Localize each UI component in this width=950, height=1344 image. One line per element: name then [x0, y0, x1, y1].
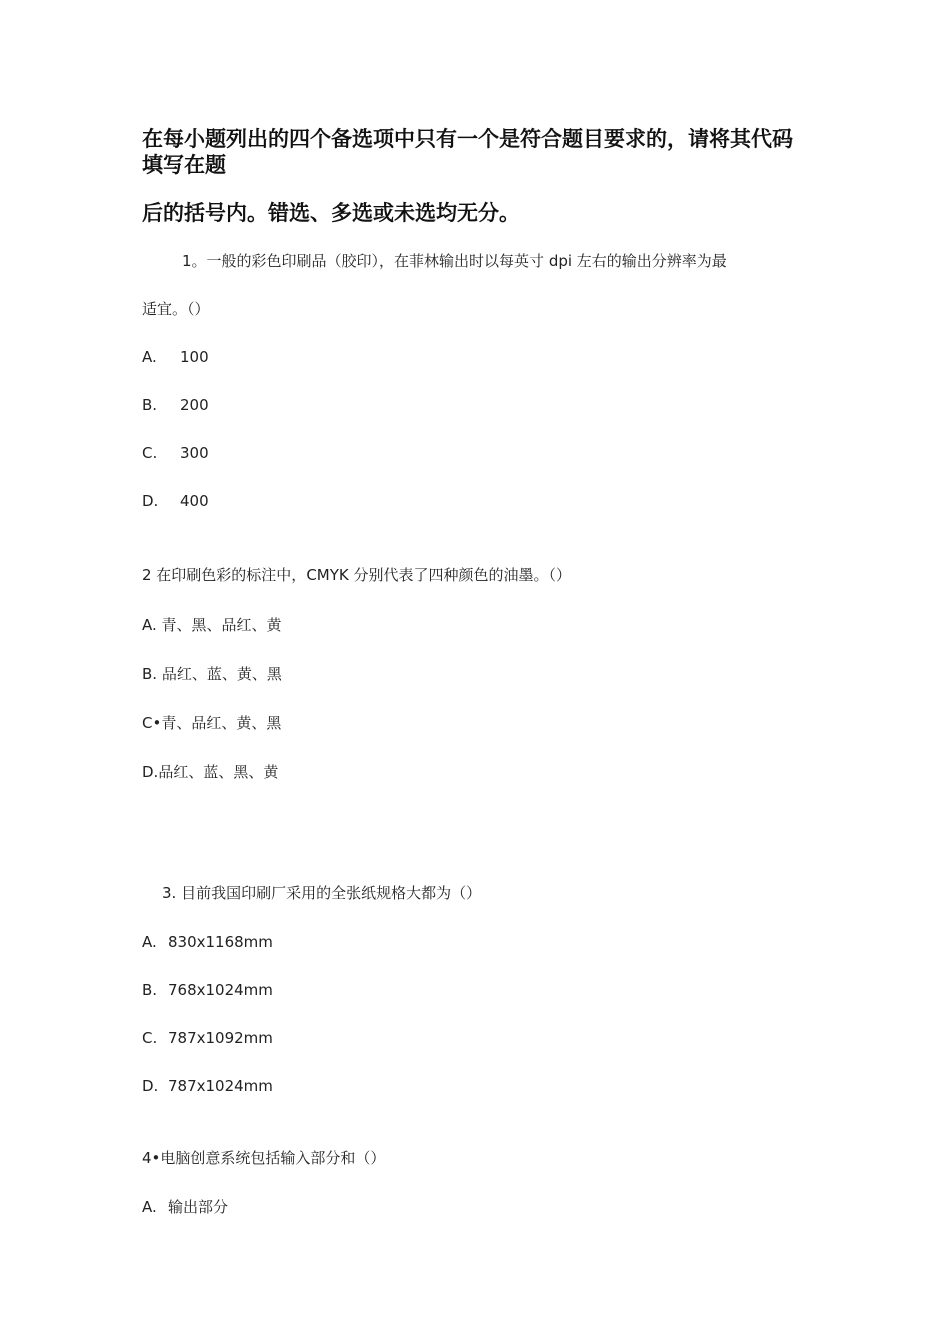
q4-stem: 4•电脑创意系统包括输入部分和（）: [142, 1149, 386, 1167]
option-text: 200: [180, 396, 209, 414]
option-letter: D.: [142, 492, 159, 510]
option-letter: B.: [142, 981, 158, 999]
option-letter: A.: [142, 1198, 157, 1216]
q1-option-b[interactable]: [142, 398, 209, 413]
option-text: 100: [180, 348, 209, 366]
instructions-line-2: 填写在题: [142, 153, 226, 177]
q1-stem-line-1: 1。一般的彩色印刷品（胶印），在菲林输出时以每英寸 dpi 左右的输出分辨率为最: [182, 252, 727, 270]
option-letter: D.: [142, 1077, 159, 1095]
q3-stem: 3. 目前我国印刷厂采用的全张纸规格大都为（）: [162, 884, 482, 902]
instructions-line-3: 后的括号内。错选、多选或未选均无分。: [142, 201, 520, 225]
option-text: 300: [180, 444, 209, 462]
q3-option-b[interactable]: [142, 983, 273, 998]
instructions-line-1: 在每小题列出的四个备选项中只有一个是符合题目要求的，请将其代码: [142, 127, 793, 151]
q3-option-a[interactable]: [142, 935, 273, 950]
q3-option-c[interactable]: [142, 1031, 273, 1046]
q1-stem-line-2: 适宜。（）: [142, 300, 210, 318]
option-letter: A.: [142, 933, 157, 951]
q2-option-b[interactable]: B. 品红、蓝、黄、黑: [142, 665, 282, 683]
option-text: 830x1168mm: [168, 933, 273, 951]
option-letter: A.: [142, 348, 157, 366]
q2-option-c[interactable]: C•青、品红、黄、黑: [142, 714, 282, 732]
q2-option-d[interactable]: D.品红、蓝、黑、黄: [142, 763, 279, 781]
q2-stem: 2 在印刷色彩的标注中，CMYK 分别代表了四种颜色的油墨。（）: [142, 566, 571, 584]
option-text: 768x1024mm: [168, 981, 273, 999]
option-letter: B.: [142, 396, 158, 414]
q4-option-a[interactable]: [142, 1200, 228, 1215]
q1-option-a[interactable]: [142, 350, 209, 365]
option-letter: C.: [142, 1029, 158, 1047]
q3-option-d[interactable]: [142, 1079, 273, 1094]
option-letter: C.: [142, 444, 158, 462]
q2-option-a[interactable]: A. 青、黑、品红、黄: [142, 616, 282, 634]
option-text: 787x1024mm: [168, 1077, 273, 1095]
q1-option-c[interactable]: [142, 446, 209, 461]
option-text: 输出部分: [168, 1198, 229, 1216]
option-text: 787x1092mm: [168, 1029, 273, 1047]
option-text: 400: [180, 492, 209, 510]
q1-option-d[interactable]: [142, 494, 209, 509]
